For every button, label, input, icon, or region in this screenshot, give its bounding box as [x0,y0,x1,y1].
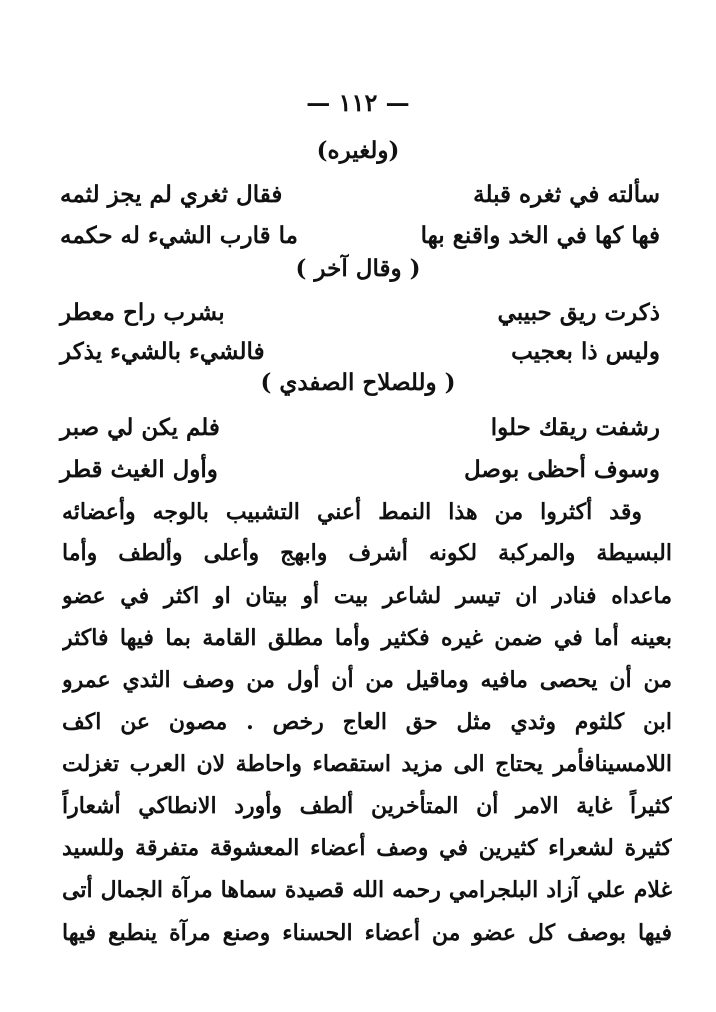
section-heading: ( وقال آخر ) [295,255,421,282]
verse-line [60,329,660,373]
verse-first-hemistich: وسوف أحظى بوصل [464,455,660,483]
verse-second-hemistich: فلم يكن لي صبر [60,413,220,441]
prose-line: فيها بوصف كل عضو من أعضاء الحسناء وصنع مرآة ينطبع فيها [62,920,672,946]
verse-first-hemistich: سألته في ثغره قبلة [473,180,660,208]
section-heading: (ولغيره) [316,137,400,164]
verse-second-hemistich: فالشيء بالشيء يذكر [60,337,265,365]
prose-line: من أن يحصى مافيه وماقيل من أن أول من وصف الثدي عمرو [62,667,672,693]
page-number: — ١١٢ — [306,88,410,117]
prose-line: وقد أكثروا من هذا النمط أعني التشبيب بالوجه وأعضائه [62,499,642,525]
verse-second-hemistich: ما قارب الشيء له حكمه [60,221,298,249]
verse-line [60,213,660,257]
verse-first-hemistich: وليس ذا بعجيب [511,337,660,365]
verse-line [60,290,660,334]
verse-first-hemistich: فها كها في الخد واقنع بها [420,221,660,249]
verse-line [60,172,660,216]
prose-line: اللامسينافأمر يحتاج الى مزيد استقصاء واحاطة لان العرب تغزلت [62,751,672,777]
section-heading: ( وللصلاح الصفدي ) [260,369,456,396]
prose-line: ابن كلثوم وثدي مثل حق العاج رخص . مصون عن اكف [62,709,672,735]
verse-second-hemistich: وأول الغيث قطر [60,455,218,483]
verse-second-hemistich: فقال ثغري لم يجز لثمه [60,180,283,208]
verse-first-hemistich: رشفت ريقك حلوا [490,413,660,441]
prose-line: غلام علي آزاد البلجرامي رحمه الله قصيدة سماها مرآة الجمال أتى [62,877,672,903]
prose-line: ماعداه فنادر ان تيسر لشاعر بيت أو بيتان او اكثر في عضو [62,583,672,609]
verse-second-hemistich: بشرب راح معطر [60,298,225,326]
prose-line: كثيراً غاية الامر أن المتأخرين ألطف وأورد الانطاكي أشعاراً [62,793,672,819]
prose-line: البسيطة والمركبة لكونه أشرف وابهج وأعلى وألطف وأما [62,540,672,566]
prose-line: بعينه أما في ضمن غيره فكثير وأما مطلق القامة بما فيها فاكثر [62,625,672,651]
verse-first-hemistich: ذكرت ريق حبيبي [497,298,660,326]
prose-line: كثيرة لشعراء كثيرين في وصف أعضاء المعشوقة متفرقة وللسيد [62,835,672,861]
verse-line [60,447,660,491]
verse-line [60,405,660,449]
